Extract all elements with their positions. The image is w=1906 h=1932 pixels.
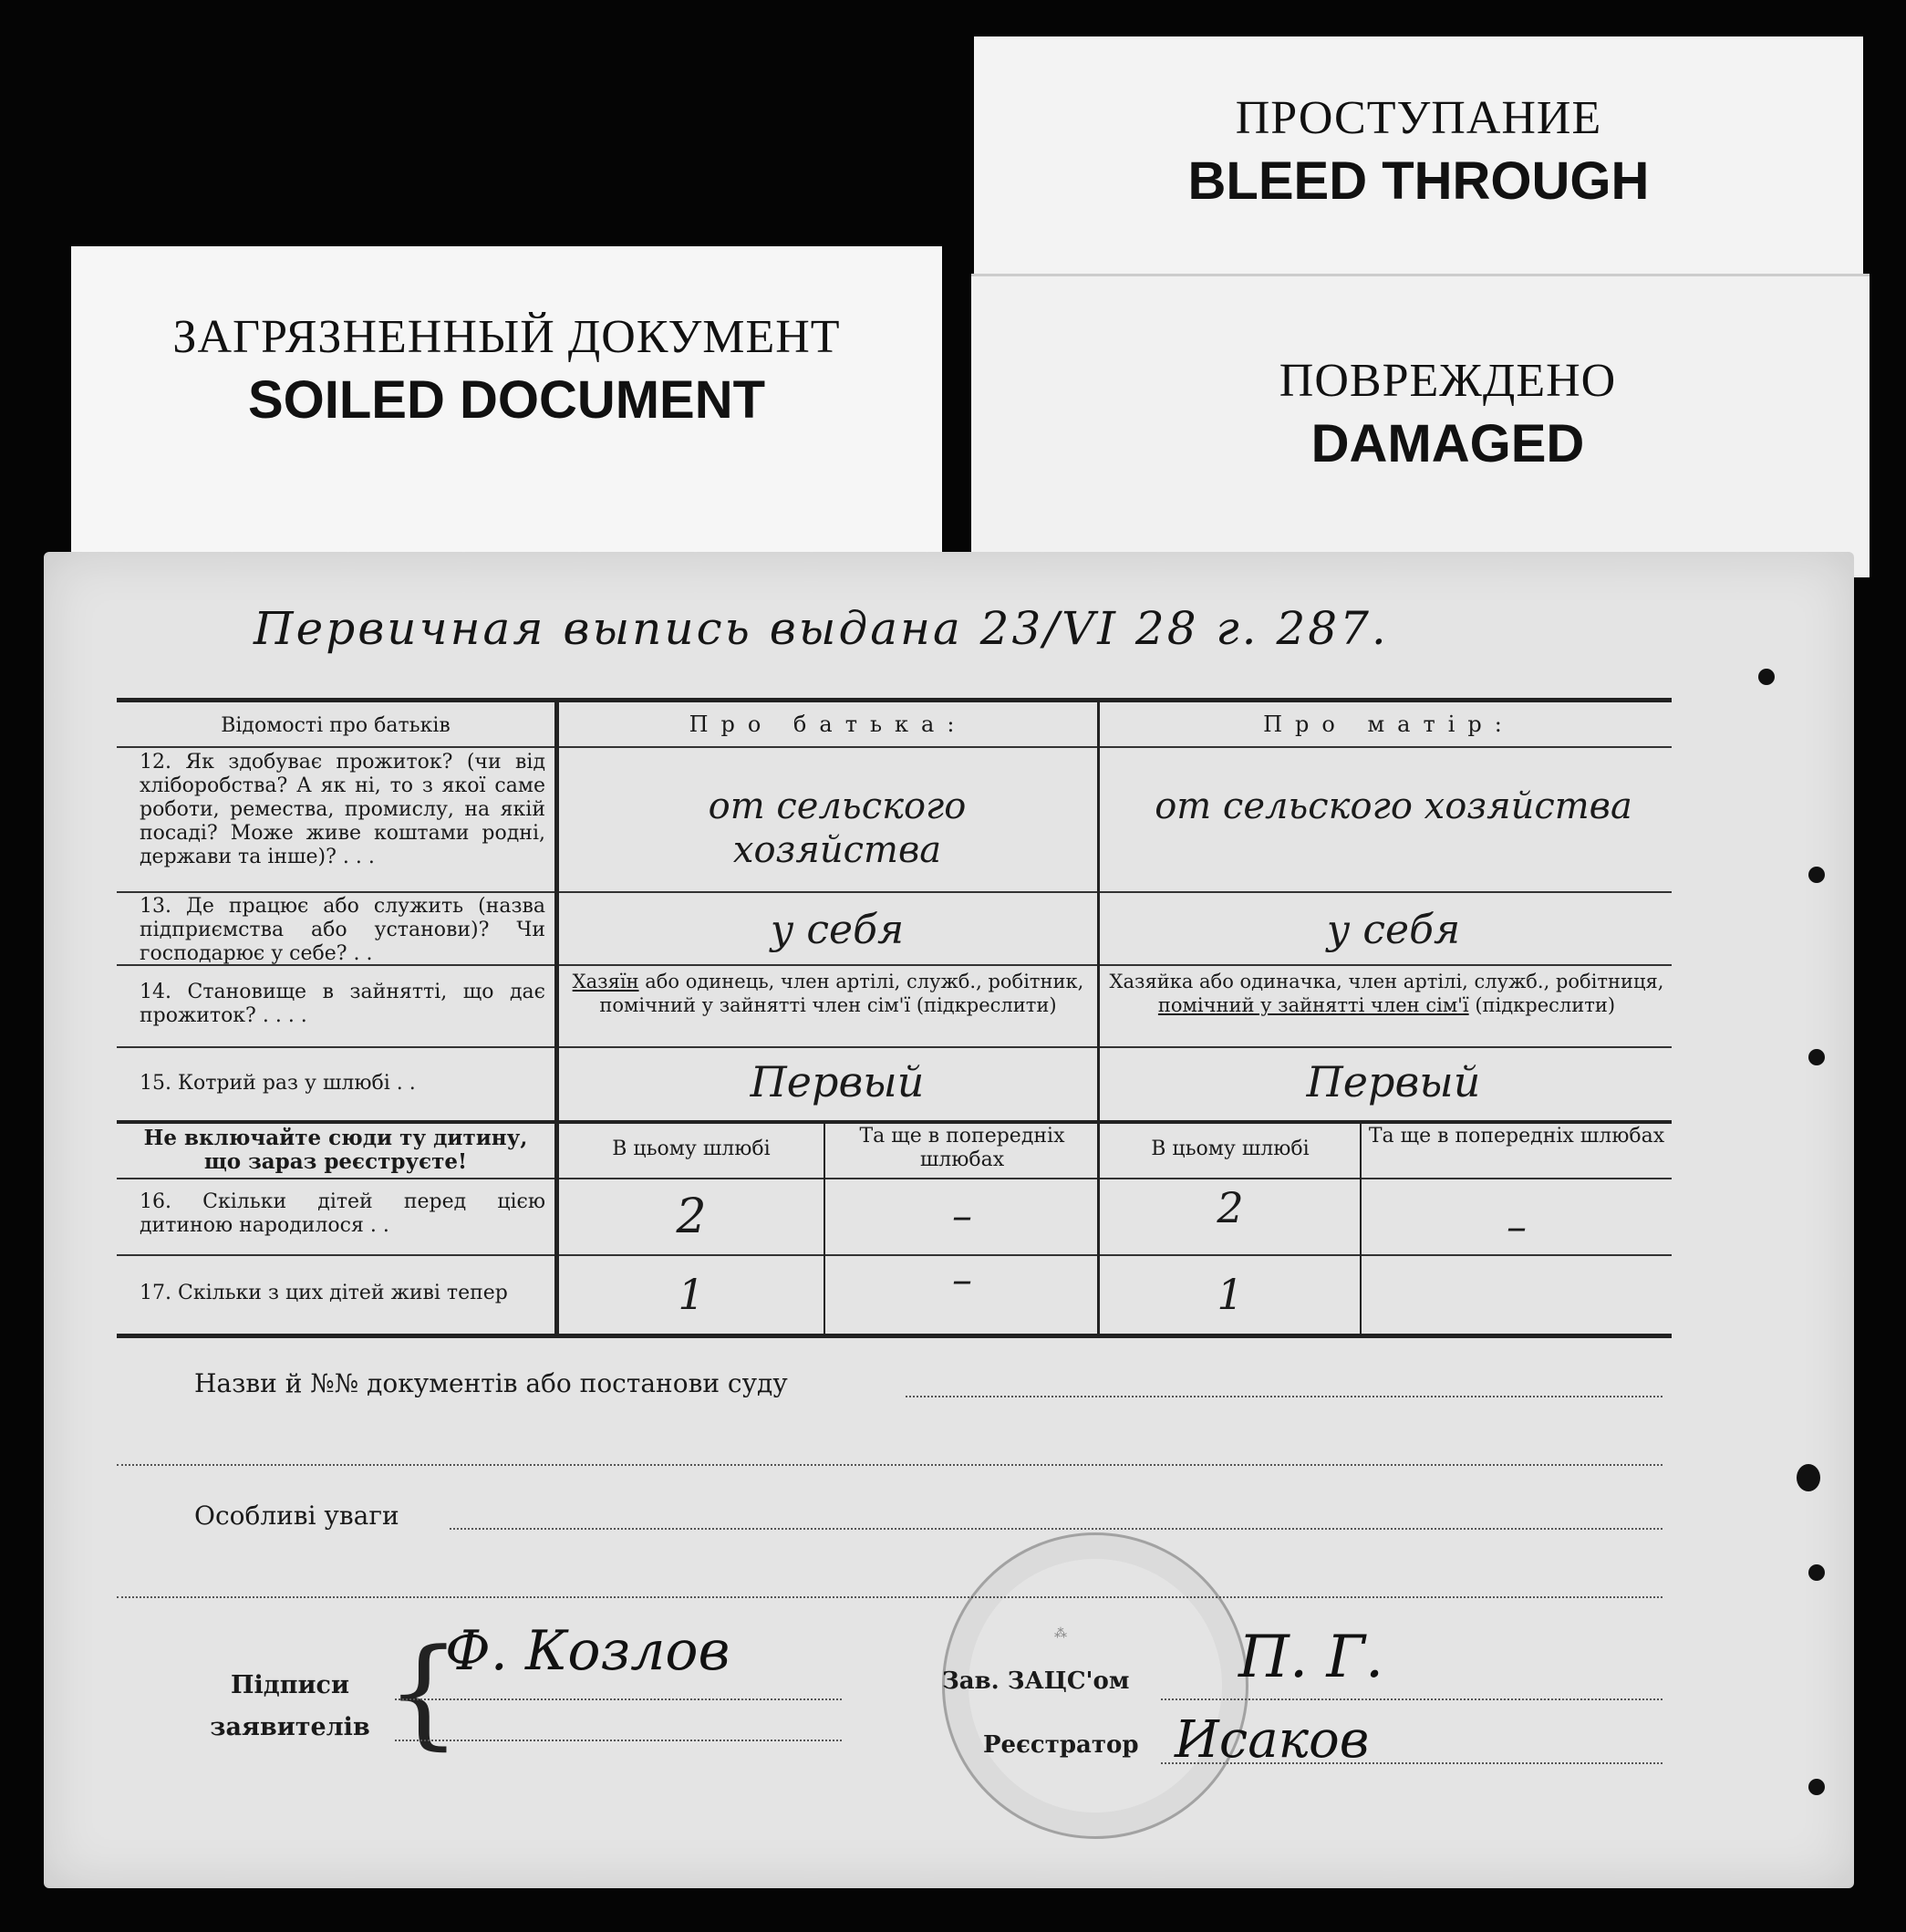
- row14-mother-end: (підкреслити): [1468, 994, 1616, 1016]
- record-form-sheet: [44, 552, 1854, 1888]
- head-zags-label: Зав. ЗАЦС'ом: [942, 1667, 1130, 1695]
- row13-father-answer: у себя: [770, 907, 905, 953]
- row14-father-rest: або одинець, член артілі, служб., робітник, помічний у зайнятті член сім'ї (підкреслити): [599, 971, 1084, 1016]
- soiled-ru-label: ЗАГРЯЗНЕННЫЙ ДОКУМЕНТ: [172, 311, 841, 363]
- bleed-ru-label: ПРОСТУПАНИЕ: [1235, 92, 1602, 144]
- row17-father-prev: –: [952, 1257, 972, 1304]
- punch-hole-1: [1758, 669, 1775, 685]
- row15-mother-answer: Первый: [1306, 1057, 1481, 1106]
- row14-mother-start: Хазяйка або одиначка, член артілі, служб., робітниця,: [1109, 971, 1664, 992]
- row16-mother-prev: –: [1507, 1204, 1527, 1251]
- subheader-bottom-rule: [117, 1178, 1672, 1179]
- registrar-label: Реєстратор: [983, 1731, 1139, 1759]
- stamp-inner-text: ⁂: [1054, 1626, 1067, 1641]
- row12-divider: [117, 891, 1672, 893]
- mother-previous-header: Та ще в попередніх шлюбах: [1368, 1125, 1665, 1148]
- head-sig-line: [1161, 1698, 1663, 1700]
- table-top-rule: [117, 698, 1672, 702]
- row16-question: 16. Скільки дітей перед цією дитиною народилося . .: [140, 1190, 545, 1237]
- subheader-top-rule: [117, 1120, 1672, 1124]
- punch-hole-3: [1808, 1049, 1825, 1065]
- applicants-label-line2: заявителів: [210, 1713, 370, 1741]
- table-bottom-rule: [117, 1334, 1672, 1338]
- father-in-marriage-header: В цьому шлюбі: [612, 1137, 771, 1160]
- row17-question: 17. Скільки з цих дітей живі тепер: [140, 1282, 508, 1304]
- row15-father-answer: Первый: [750, 1057, 925, 1106]
- applicants-label-line1: Підписи: [230, 1671, 349, 1699]
- subheader-note: Не включайте сюди ту дитину, що зараз реєструєте!: [143, 1126, 528, 1174]
- applicant-sig-line-1: [395, 1698, 842, 1700]
- remarks-line-2: [117, 1596, 1663, 1598]
- father-column-header: Про батька:: [689, 712, 968, 737]
- head-signature: П. Г.: [1238, 1624, 1384, 1691]
- mother-in-marriage-header: В цьому шлюбі: [1151, 1137, 1310, 1160]
- applicants-signatures-label: [203, 1665, 377, 1749]
- row13-mother-answer: у себя: [1326, 907, 1461, 953]
- row12-question: 12. Як здобуває прожиток? (чи від хліборобства? А як ні, то з якої саме роботи, ремества, промислу, на якій посаді? Може живе коштами родні, держави та інше)? . . .: [140, 751, 545, 868]
- registrar-sig-line: [1161, 1762, 1663, 1764]
- father-previous-header: Та ще в попередніх шлюбах: [859, 1125, 1065, 1171]
- punch-hole-5: [1808, 1564, 1825, 1581]
- mother-column-header: Про матір:: [1263, 712, 1515, 737]
- row16-father-this: 2: [676, 1189, 707, 1244]
- row14-mother-underlined: помічний у зайнятті член сім'ї: [1157, 994, 1469, 1016]
- father-subcolumn-divider: [824, 1122, 825, 1336]
- remarks-label: Особливі уваги: [194, 1501, 399, 1531]
- soiled-en-label: SOILED DOCUMENT: [247, 370, 766, 430]
- remarks-line-1: [450, 1528, 1663, 1530]
- documents-label: Назви й №№ документів або постанови суду: [194, 1368, 788, 1398]
- damaged-en-label: DAMAGED: [1310, 414, 1585, 473]
- bleed-en-label: BLEED THROUGH: [1187, 151, 1650, 211]
- damaged-card: [971, 274, 1870, 577]
- row14-father-underlined: Хазяїн: [572, 971, 639, 992]
- row17-father-this: 1: [678, 1270, 705, 1319]
- row12-father-answer: от сельского хозяйства: [708, 785, 967, 871]
- handwritten-header-note: Первичная выпись выдана 23/VI 28 г. 287.: [254, 602, 1389, 655]
- row14-mother-options: [1106, 970, 1667, 1017]
- info-column-header: Відомості про батьків: [221, 714, 451, 737]
- header-divider: [117, 746, 1672, 748]
- row16-mother-this: 2: [1217, 1183, 1244, 1232]
- applicant-signature: Ф. Козлов: [445, 1619, 730, 1683]
- documents-line-2: [117, 1464, 1663, 1466]
- row14-divider: [117, 1046, 1672, 1048]
- soiled-document-card: [71, 246, 942, 570]
- applicants-brace: {: [386, 1623, 461, 1761]
- row16-father-prev: –: [952, 1193, 972, 1240]
- row15-question: 15. Котрий раз у шлюбі . .: [140, 1072, 416, 1095]
- punch-hole-4: [1797, 1464, 1820, 1491]
- applicant-sig-line-2: [395, 1740, 842, 1741]
- row12-mother-answer: от сельского хозяйства: [1155, 785, 1632, 827]
- row17-mother-this: 1: [1217, 1270, 1244, 1319]
- punch-hole-6: [1808, 1779, 1825, 1795]
- damaged-ru-label: ПОВРЕЖДЕНО: [1279, 355, 1617, 407]
- bleed-through-card: [974, 36, 1863, 310]
- row14-father-options: [568, 970, 1088, 1017]
- row13-question: 13. Де працює або служить (назва підприємства або установи)? Чи господарює у себе? . .: [140, 895, 545, 965]
- mother-subcolumn-divider: [1360, 1122, 1362, 1336]
- punch-hole-2: [1808, 867, 1825, 883]
- documents-line-1: [906, 1396, 1663, 1397]
- row14-question: 14. Становище в зайнятті, що дає прожиток? . . . .: [140, 981, 545, 1027]
- info-column-divider: [554, 701, 559, 1336]
- registrar-signature: Исаков: [1175, 1710, 1370, 1770]
- father-mother-divider: [1097, 701, 1100, 1336]
